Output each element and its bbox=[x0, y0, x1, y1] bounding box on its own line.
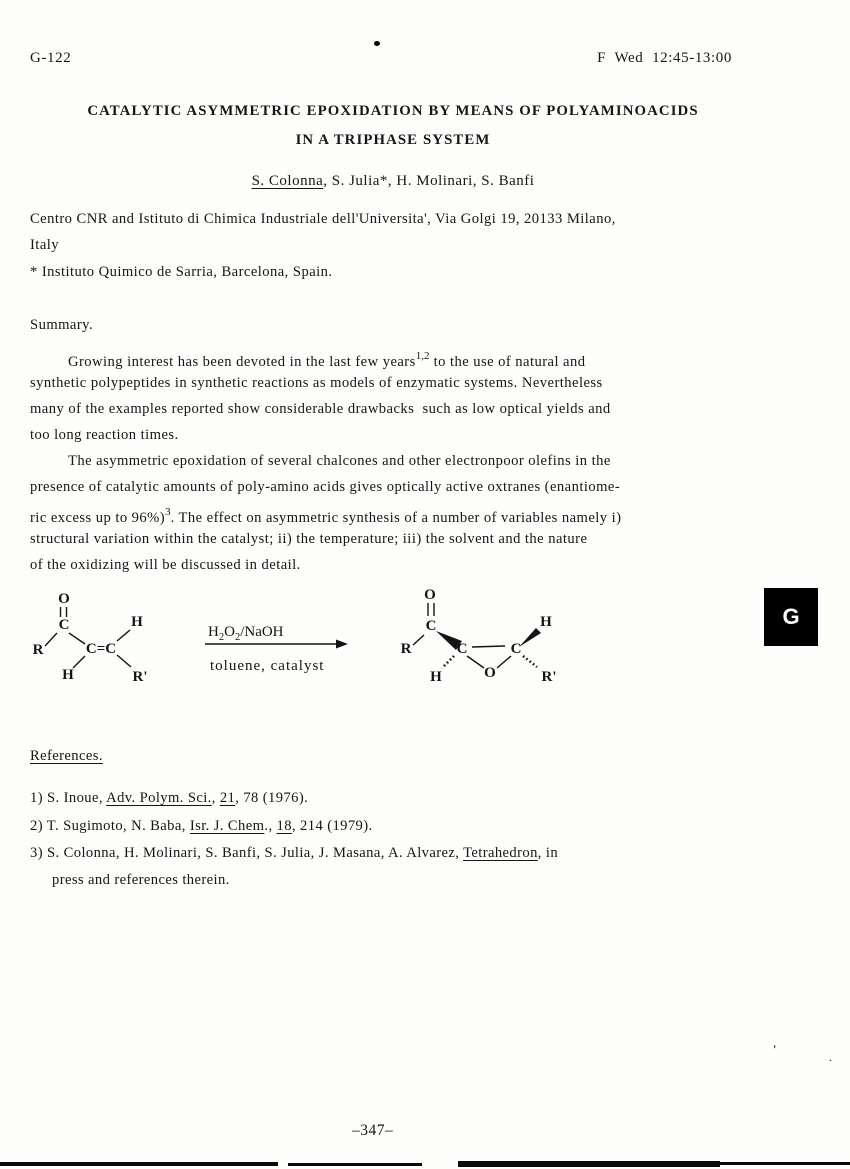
journal-name: Tetrahedron bbox=[463, 845, 538, 861]
scan-edge-bar bbox=[288, 1163, 422, 1166]
summary-p1-line-4: too long reaction times. bbox=[30, 427, 179, 443]
scan-edge-bar bbox=[458, 1161, 720, 1167]
volume-number: 18 bbox=[276, 818, 292, 834]
subscript: 2 bbox=[218, 632, 225, 643]
text-run: , bbox=[211, 790, 220, 806]
paper-title-line-1: CATALYTIC ASYMMETRIC EPOXIDATION BY MEANS OF POLYAMINOACIDS bbox=[87, 103, 699, 119]
text-run: H bbox=[208, 624, 219, 640]
bond-line bbox=[467, 656, 484, 668]
arrowhead bbox=[336, 640, 348, 649]
text-run: to the use of natural and bbox=[429, 353, 586, 370]
scan-dot-artifact bbox=[374, 41, 380, 46]
affiliation-line-2: Italy bbox=[30, 237, 59, 253]
bond-line bbox=[117, 630, 130, 641]
product-structure bbox=[413, 603, 537, 668]
reference-item-2 bbox=[30, 818, 373, 835]
summary-p1-line-2: synthetic polypeptides in synthetic reactions as models of enzymatic systems. Nevertheless bbox=[30, 375, 603, 391]
reference-item-3-continuation: press and references therein. bbox=[52, 872, 230, 888]
authors-line bbox=[8, 173, 778, 190]
page-number: –347– bbox=[352, 1122, 394, 1139]
bond-line bbox=[497, 656, 511, 668]
author-lead: S. Colonna bbox=[251, 173, 324, 189]
volume-number: 21 bbox=[219, 790, 236, 806]
bond-line bbox=[45, 633, 57, 646]
citation-superscript: 3 bbox=[165, 506, 171, 518]
journal-name: Isr. J. Chem bbox=[189, 818, 265, 834]
reagent-above-arrow bbox=[208, 624, 284, 643]
summary-heading: Summary. bbox=[30, 317, 94, 333]
scan-speck: ' bbox=[773, 1042, 777, 1056]
summary-p2-line-5: of the oxidizing will be discussed in detail. bbox=[30, 557, 301, 573]
bond-line bbox=[69, 633, 85, 644]
summary-p1-line-3: many of the examples reported show considerable drawbacks such as low optical yields and bbox=[30, 401, 611, 417]
text-run: Growing interest has been devoted in the last few years bbox=[68, 353, 416, 370]
hashed-bond bbox=[523, 656, 537, 667]
affiliation-line-1: Centro CNR and Istituto di Chimica Industriale dell'Universita', Via Golgi 19, 20133 Milano, bbox=[30, 211, 616, 227]
reference-item-3 bbox=[30, 845, 558, 862]
reaction-arrow-group bbox=[205, 624, 348, 674]
atom-label-H: H bbox=[62, 667, 74, 683]
bond-line bbox=[117, 655, 131, 667]
summary-p2-line-2: presence of catalytic amounts of poly-amino acids gives optically active oxtranes (enantiome- bbox=[30, 479, 621, 495]
text-run: , in bbox=[537, 845, 559, 861]
session-schedule: F Wed 12:45-13:00 bbox=[597, 50, 732, 66]
text-run: , 214 (1979). bbox=[291, 818, 373, 834]
atom-label-H: H bbox=[131, 614, 143, 630]
reference-item-1 bbox=[30, 790, 308, 807]
atom-label-R-prime: R' bbox=[541, 669, 557, 685]
text-run: 1) S. Inoue, bbox=[30, 790, 107, 806]
scan-edge-bar bbox=[0, 1162, 278, 1166]
affiliation-footnote: * Instituto Quimico de Sarria, Barcelona, Spain. bbox=[30, 264, 333, 280]
text-run: ., bbox=[264, 818, 277, 834]
atom-label-H: H bbox=[540, 614, 552, 630]
reaction-scheme bbox=[0, 580, 680, 705]
text-run: ric excess up to 96%) bbox=[30, 509, 166, 526]
journal-name: Adv. Polym. Sci. bbox=[106, 790, 212, 806]
reactant-labels bbox=[33, 591, 148, 685]
bond-line bbox=[413, 635, 424, 645]
paper-title-line-2: IN A TRIPHASE SYSTEM bbox=[295, 132, 491, 148]
atom-label-C: C bbox=[510, 641, 522, 657]
atom-label-C: C bbox=[425, 618, 437, 634]
atom-label-H: H bbox=[430, 669, 442, 685]
atom-label-C=C: C=C bbox=[85, 641, 117, 657]
text-run: /NaOH bbox=[240, 624, 284, 640]
authors-rest: , S. Julia*, H. Molinari, S. Banfi bbox=[323, 173, 535, 189]
subscript: 2 bbox=[234, 632, 241, 643]
bond-line bbox=[73, 656, 85, 668]
text-run: O bbox=[224, 624, 235, 640]
atom-label-R: R bbox=[32, 642, 44, 658]
text-run: 2) T. Sugimoto, N. Baba, bbox=[30, 818, 190, 834]
summary-p2-line-1: The asymmetric epoxidation of several chalcones and other electronpoor olefins in the bbox=[68, 453, 611, 469]
summary-p2-line-4: structural variation within the catalyst; ii) the temperature; iii) the solvent and the nature bbox=[30, 531, 588, 547]
atom-label-O: O bbox=[484, 665, 496, 681]
text-run: . The effect on asymmetric synthesis of a number of variables namely i) bbox=[170, 509, 622, 526]
atom-label-O: O bbox=[58, 591, 70, 607]
bond-line bbox=[472, 646, 505, 647]
atom-label-C: C bbox=[58, 617, 70, 633]
text-run: 3) S. Colonna, H. Molinari, S. Banfi, S. Julia, J. Masana, A. Alvarez, bbox=[30, 845, 464, 861]
references-heading: References. bbox=[30, 748, 103, 764]
citation-superscript: 1,2 bbox=[415, 350, 430, 362]
atom-label-C: C bbox=[456, 641, 468, 657]
hashed-bond bbox=[442, 656, 454, 668]
text-run: , 78 (1976). bbox=[235, 790, 309, 806]
section-tab-g: G bbox=[764, 588, 818, 646]
conditions-below-arrow: toluene, catalyst bbox=[210, 658, 325, 674]
wedge-bond bbox=[519, 628, 541, 647]
scan-edge-bar bbox=[718, 1162, 850, 1165]
session-code: G-122 bbox=[30, 50, 72, 66]
atom-label-O: O bbox=[424, 587, 436, 603]
scan-speck: . bbox=[829, 1050, 832, 1064]
atom-label-R-prime: R' bbox=[132, 669, 148, 685]
atom-label-R: R bbox=[400, 641, 412, 657]
